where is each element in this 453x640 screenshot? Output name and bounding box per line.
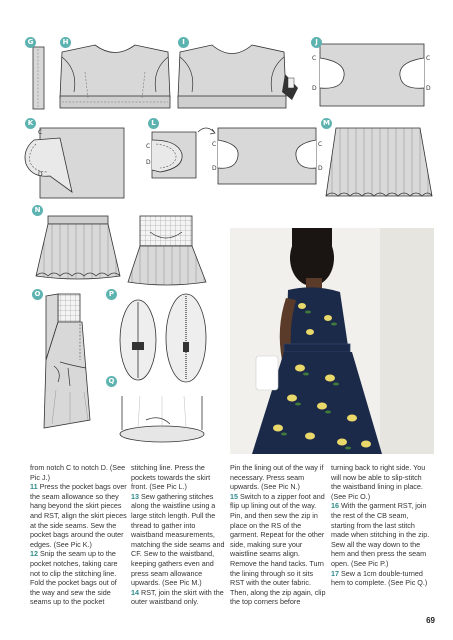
diagram-m-gathered-skirt <box>326 128 432 196</box>
page-number: 69 <box>426 616 435 625</box>
badge-i: I <box>178 37 189 48</box>
diagram-k-pocket-bag <box>25 128 124 198</box>
model-photo <box>230 228 434 454</box>
badge-k: K <box>25 118 36 129</box>
badge-n: N <box>32 205 43 216</box>
paragraph: 14 RST, join the skirt with the outer waistband only. <box>131 587 224 607</box>
badge-l: L <box>148 118 159 129</box>
step-number: 16 <box>331 501 339 511</box>
step-number: 15 <box>230 491 238 501</box>
diagram-j-skirt-pockets <box>312 44 431 106</box>
label-c: C <box>212 141 217 148</box>
label-d: D <box>146 159 151 166</box>
badge-p: P <box>106 289 117 300</box>
text-column-2 <box>131 463 228 607</box>
paragraph: Pin the lining out of the way if necessary. Press seam upwards. (See Pic N.) <box>230 463 324 492</box>
label-c: C <box>312 55 317 62</box>
label-d: D <box>212 165 217 172</box>
diagram-p-zipper <box>120 294 206 382</box>
paragraph: turning back to right side. You will now be able to slip-stitch the waistband lining in place. (See Pic O.) <box>331 463 426 501</box>
step-number: 13 <box>131 491 139 501</box>
paragraph: 17 Sew a 1cm double-turned hem to complete. (See Pic Q.) <box>331 568 428 588</box>
model-photo-illustration <box>230 228 434 454</box>
diagram-l-pocket-press <box>146 128 323 184</box>
badge-m: M <box>321 118 332 129</box>
diagram-q-hem <box>120 396 204 442</box>
paragraph: stitching line. Press the pockets towards the skirt front. (See Pic L.) <box>131 463 211 492</box>
step-number: 12 <box>30 549 38 559</box>
label-c: C <box>146 143 151 150</box>
badge-q: Q <box>106 376 117 387</box>
diagram-h-bodice <box>60 45 170 108</box>
label-c: C <box>38 129 43 136</box>
label-c: C <box>318 141 323 148</box>
label-d: D <box>426 85 431 92</box>
step-number: 14 <box>131 587 139 597</box>
paragraph: 15 Switch to a zipper foot and flip up lining out of the way. Pin, and then sew the zip in place on the RS of the garment. Repeat for the other side, making sure your waistline seams align. Remove the hand tacks. Turn the lining through so it sits RST with the outer fabric. Then, along the zip again, clip the top corners before <box>230 491 326 607</box>
text-column-3 <box>230 463 327 607</box>
paragraph: 11 Press the pocket bags over the seam allowance so they hang beyond the skirt pieces and RST, align the skirt pieces at the side seams. Sew the pocket bags around the outer edges. (See Pic K.) <box>30 482 127 549</box>
label-d: D <box>38 171 43 178</box>
paragraph: 16 With the garment RST, join the rest of the CB seam, starting from the last stitch made when stitching in the zip. Sew all the way down to the hem and then press the seam open. (See Pic P.) <box>331 501 430 568</box>
badge-h: H <box>60 37 71 48</box>
step-number: 17 <box>331 568 339 578</box>
badge-j: J <box>311 37 322 48</box>
diagram-g-waistband <box>33 47 44 109</box>
paragraph: from notch C to notch D. (See Pic J.) <box>30 463 126 482</box>
text-column-4 <box>331 463 431 588</box>
badge-o: O <box>32 289 43 300</box>
text-column-1 <box>30 463 127 607</box>
diagram-i-bodice-zip <box>178 45 298 108</box>
step-number: 11 <box>30 482 38 492</box>
badge-g: G <box>25 37 36 48</box>
label-d: D <box>312 85 317 92</box>
label-c: C <box>426 55 431 62</box>
diagram-o-dress <box>44 294 90 428</box>
paragraph: 12 Snip the seam up to the pocket notches, taking care not to clip the stitching line. Fold the pocket bags out of the way and sew the side seams up to the pocket <box>30 549 118 607</box>
label-d: D <box>318 165 323 172</box>
paragraph: 13 Sew gathering stitches along the waistline using a large stitch length. Pull the thread to gather into waistband measurements, matching the side seams and CF. Sew to the waistband, keeping gathers even and press seam allowance upwards. (See Pic M.) <box>131 491 225 588</box>
diagram-n-skirt-waistband <box>36 216 206 285</box>
